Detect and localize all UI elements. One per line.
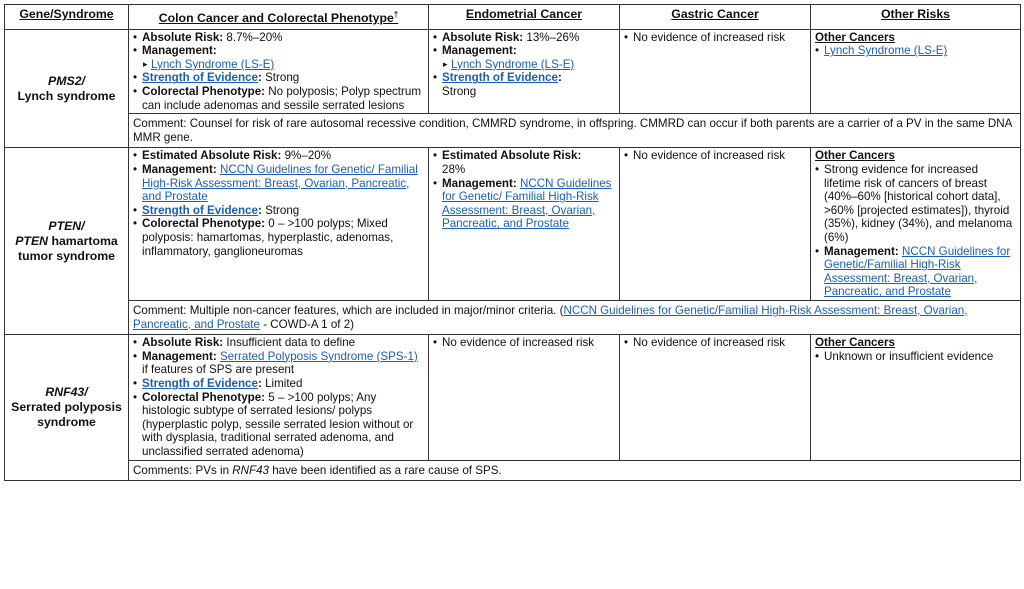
header-endometrial: Endometrial Cancer <box>429 5 620 30</box>
pms2-other-cell: Other Cancers • Lynch Syndrome (LS-E) <box>811 29 1021 114</box>
rnf43-comment: Comments: PVs in RNF43 have been identified as a rare cause of SPS. <box>129 460 1021 481</box>
pten-comment-row <box>5 300 1021 334</box>
pten-other-cell: Other Cancers • Strong evidence for increased lifetime risk of cancers of breast (40%–60% [historical cohort data], >60% [projected estimates]), thyroid (35%), kidney (34%), and melanoma (6%) • Management: NCCN Guidelines for Genetic/Familial High-Risk Assessment: Breast, Ovarian, Pancreatic, and Prostate <box>811 148 1021 301</box>
pms2-row <box>5 29 1021 114</box>
strength-evidence-link[interactable]: Strength of Evidence <box>142 376 258 390</box>
risk-table <box>4 4 1021 481</box>
rnf43-row <box>5 335 1021 460</box>
pten-gastric-cell: • No evidence of increased risk <box>620 148 811 301</box>
header-gene: Gene/Syndrome <box>5 5 129 30</box>
pms2-gene-cell: PMS2/ Lynch syndrome <box>5 29 129 148</box>
pten-colon-mgmt-link[interactable]: NCCN Guidelines for Genetic/ Familial High-Risk Assessment: Breast, Ovarian, Pancreatic, and Prostate <box>142 163 418 204</box>
pms2-endo-mgmt-link[interactable]: Lynch Syndrome (LS-E) <box>451 57 575 71</box>
strength-evidence-link[interactable]: Strength of Evidence <box>142 203 258 217</box>
rnf43-gene-cell: RNF43/ Serrated polyposis syndrome <box>5 335 129 481</box>
strength-evidence-link[interactable]: Strength of Evidence <box>142 71 258 85</box>
pms2-colon-mgmt-link[interactable]: Lynch Syndrome (LS-E) <box>151 57 275 71</box>
pten-other-mgmt-link[interactable]: NCCN Guidelines for Genetic/Familial High-Risk Assessment: Breast, Ovarian, Pancreatic, and Prostate <box>824 244 1011 299</box>
pms2-colon-cell: • Absolute Risk: 8.7%–20% • Management: ▸ Lynch Syndrome (LS-E) • Strength of Evidence: Strong • Colorectal Phenotype: No polyposis; Polyp spectrum can include adenomas and sessile serrated lesions <box>129 29 429 114</box>
rnf43-colon-mgmt-link[interactable]: Serrated Polyposis Syndrome (SPS-1) <box>219 349 418 363</box>
rnf43-gastric-cell: • No evidence of increased risk <box>620 335 811 460</box>
header-colon: Colon Cancer and Colorectal Phenotype† <box>129 5 429 30</box>
pten-comment: Comment: Multiple non-cancer features, which are included in major/minor criteria. (NCCN Guidelines for Genetic/Familial High-Risk Assessment: Breast, Ovarian, Pancreatic, and Prostate - COWD-A 1 of 2) <box>129 300 1021 334</box>
pms2-comment-row <box>5 114 1021 148</box>
pms2-other-link[interactable]: Lynch Syndrome (LS-E) <box>824 44 948 58</box>
header-other: Other Risks <box>811 5 1021 30</box>
pten-gene-cell: PTEN/ PTEN hamartoma tumor syndrome <box>5 148 129 335</box>
pms2-comment: Comment: Counsel for risk of rare autosomal recessive condition, CMMRD syndrome, in offspring. CMMRD can occur if both parents are a carrier of a PV in the same DNA MMR gene. <box>129 114 1021 148</box>
rnf43-comment-row <box>5 460 1021 481</box>
dagger-mark: † <box>393 10 399 19</box>
pten-endo-cell: • Estimated Absolute Risk: 28% • Management: NCCN Guidelines for Genetic/ Familial High-Risk Assessment: Breast, Ovarian, Pancreatic, and Prostate <box>429 148 620 301</box>
rnf43-other-cell: Other Cancers • Unknown or insufficient evidence <box>811 335 1021 460</box>
pms2-endo-cell: • Absolute Risk: 13%–26% • Management: ▸ Lynch Syndrome (LS-E) • Strength of Evidence: Strong <box>429 29 620 114</box>
pten-colon-cell: • Estimated Absolute Risk: 9%–20% • Management: NCCN Guidelines for Genetic/ Familial High-Risk Assessment: Breast, Ovarian, Pancreatic, and Prostate • Strength of Evidence: Strong • Colorectal Phenotype: 0 – >100 polyps; Mixed polyposis: hamartomas, hyperplastic, adenomas, inflammatory, ganglioneuromas <box>129 148 429 301</box>
header-row <box>5 5 1021 30</box>
strength-evidence-link[interactable]: Strength of Evidence <box>442 71 558 85</box>
pms2-gastric-cell: • No evidence of increased risk <box>620 29 811 114</box>
rnf43-endo-cell: • No evidence of increased risk <box>429 335 620 460</box>
pten-comment-link[interactable]: NCCN Guidelines for Genetic/Familial High-Risk Assessment: Breast, Ovarian, Pancreatic, and Prostate <box>133 303 968 331</box>
pten-row <box>5 148 1021 301</box>
pten-endo-mgmt-link[interactable]: NCCN Guidelines for Genetic/ Familial High-Risk Assessment: Breast, Ovarian, Pancreatic, and Prostate <box>442 176 612 231</box>
rnf43-colon-cell: • Absolute Risk: Insufficient data to define • Management: Serrated Polyposis Syndrome (SPS-1) if features of SPS are present • Strength of Evidence: Limited • Colorectal Phenotype: 5 – >100 polyps; Any histologic subtype of serrated lesions/ polyps (hyperplastic polyp, sessile serrated lesion without or with dysplasia, traditional serrated adenoma, and unclassified serrated adenoma) <box>129 335 429 460</box>
header-gastric: Gastric Cancer <box>620 5 811 30</box>
